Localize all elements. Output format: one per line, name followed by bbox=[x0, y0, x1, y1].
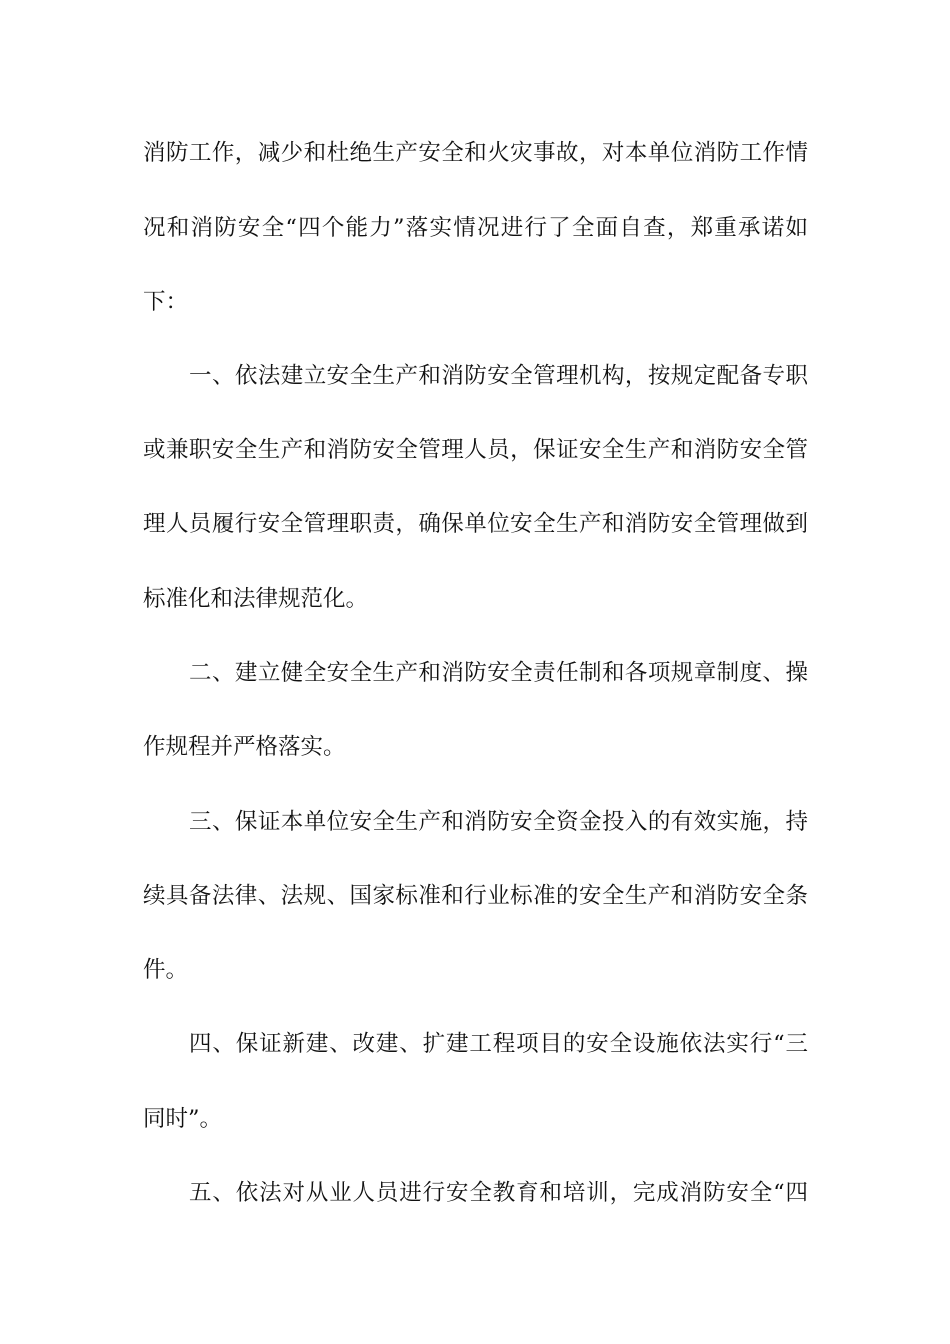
body-text-line: 同时”。 bbox=[143, 1106, 223, 1132]
paragraph-3-first-line: 三、保证本单位安全生产和消防安全资金投入的有效实施，持 bbox=[189, 809, 808, 835]
paragraph-2-first-line: 二、建立健全安全生产和消防安全责任制和各项规章制度、操 bbox=[189, 660, 808, 686]
body-text-line: 作规程并严格落实。 bbox=[143, 734, 346, 760]
body-text-line: 或兼职安全生产和消防安全管理人员，保证安全生产和消防安全管 bbox=[143, 437, 808, 463]
paragraph-1-first-line: 一、依法建立安全生产和消防安全管理机构，按规定配备专职 bbox=[189, 363, 808, 389]
body-text-line: 消防工作，减少和杜绝生产安全和火灾事故，对本单位消防工作情 bbox=[143, 140, 808, 166]
paragraph-5-first-line: 五、依法对从业人员进行安全教育和培训，完成消防安全“四 bbox=[189, 1180, 808, 1206]
body-text-line: 况和消防安全“四个能力”落实情况进行了全面自查，郑重承诺如 bbox=[143, 215, 808, 241]
body-text-line: 下： bbox=[143, 289, 189, 315]
body-text-line: 续具备法律、法规、国家标准和行业标准的安全生产和消防安全条 bbox=[143, 883, 808, 909]
body-text-line: 理人员履行安全管理职责，确保单位安全生产和消防安全管理做到 bbox=[143, 511, 808, 537]
paragraph-4-first-line: 四、保证新建、改建、扩建工程项目的安全设施依法实行“三 bbox=[189, 1031, 808, 1057]
body-text-line: 件。 bbox=[143, 957, 189, 983]
body-text-line: 标准化和法律规范化。 bbox=[143, 586, 369, 612]
